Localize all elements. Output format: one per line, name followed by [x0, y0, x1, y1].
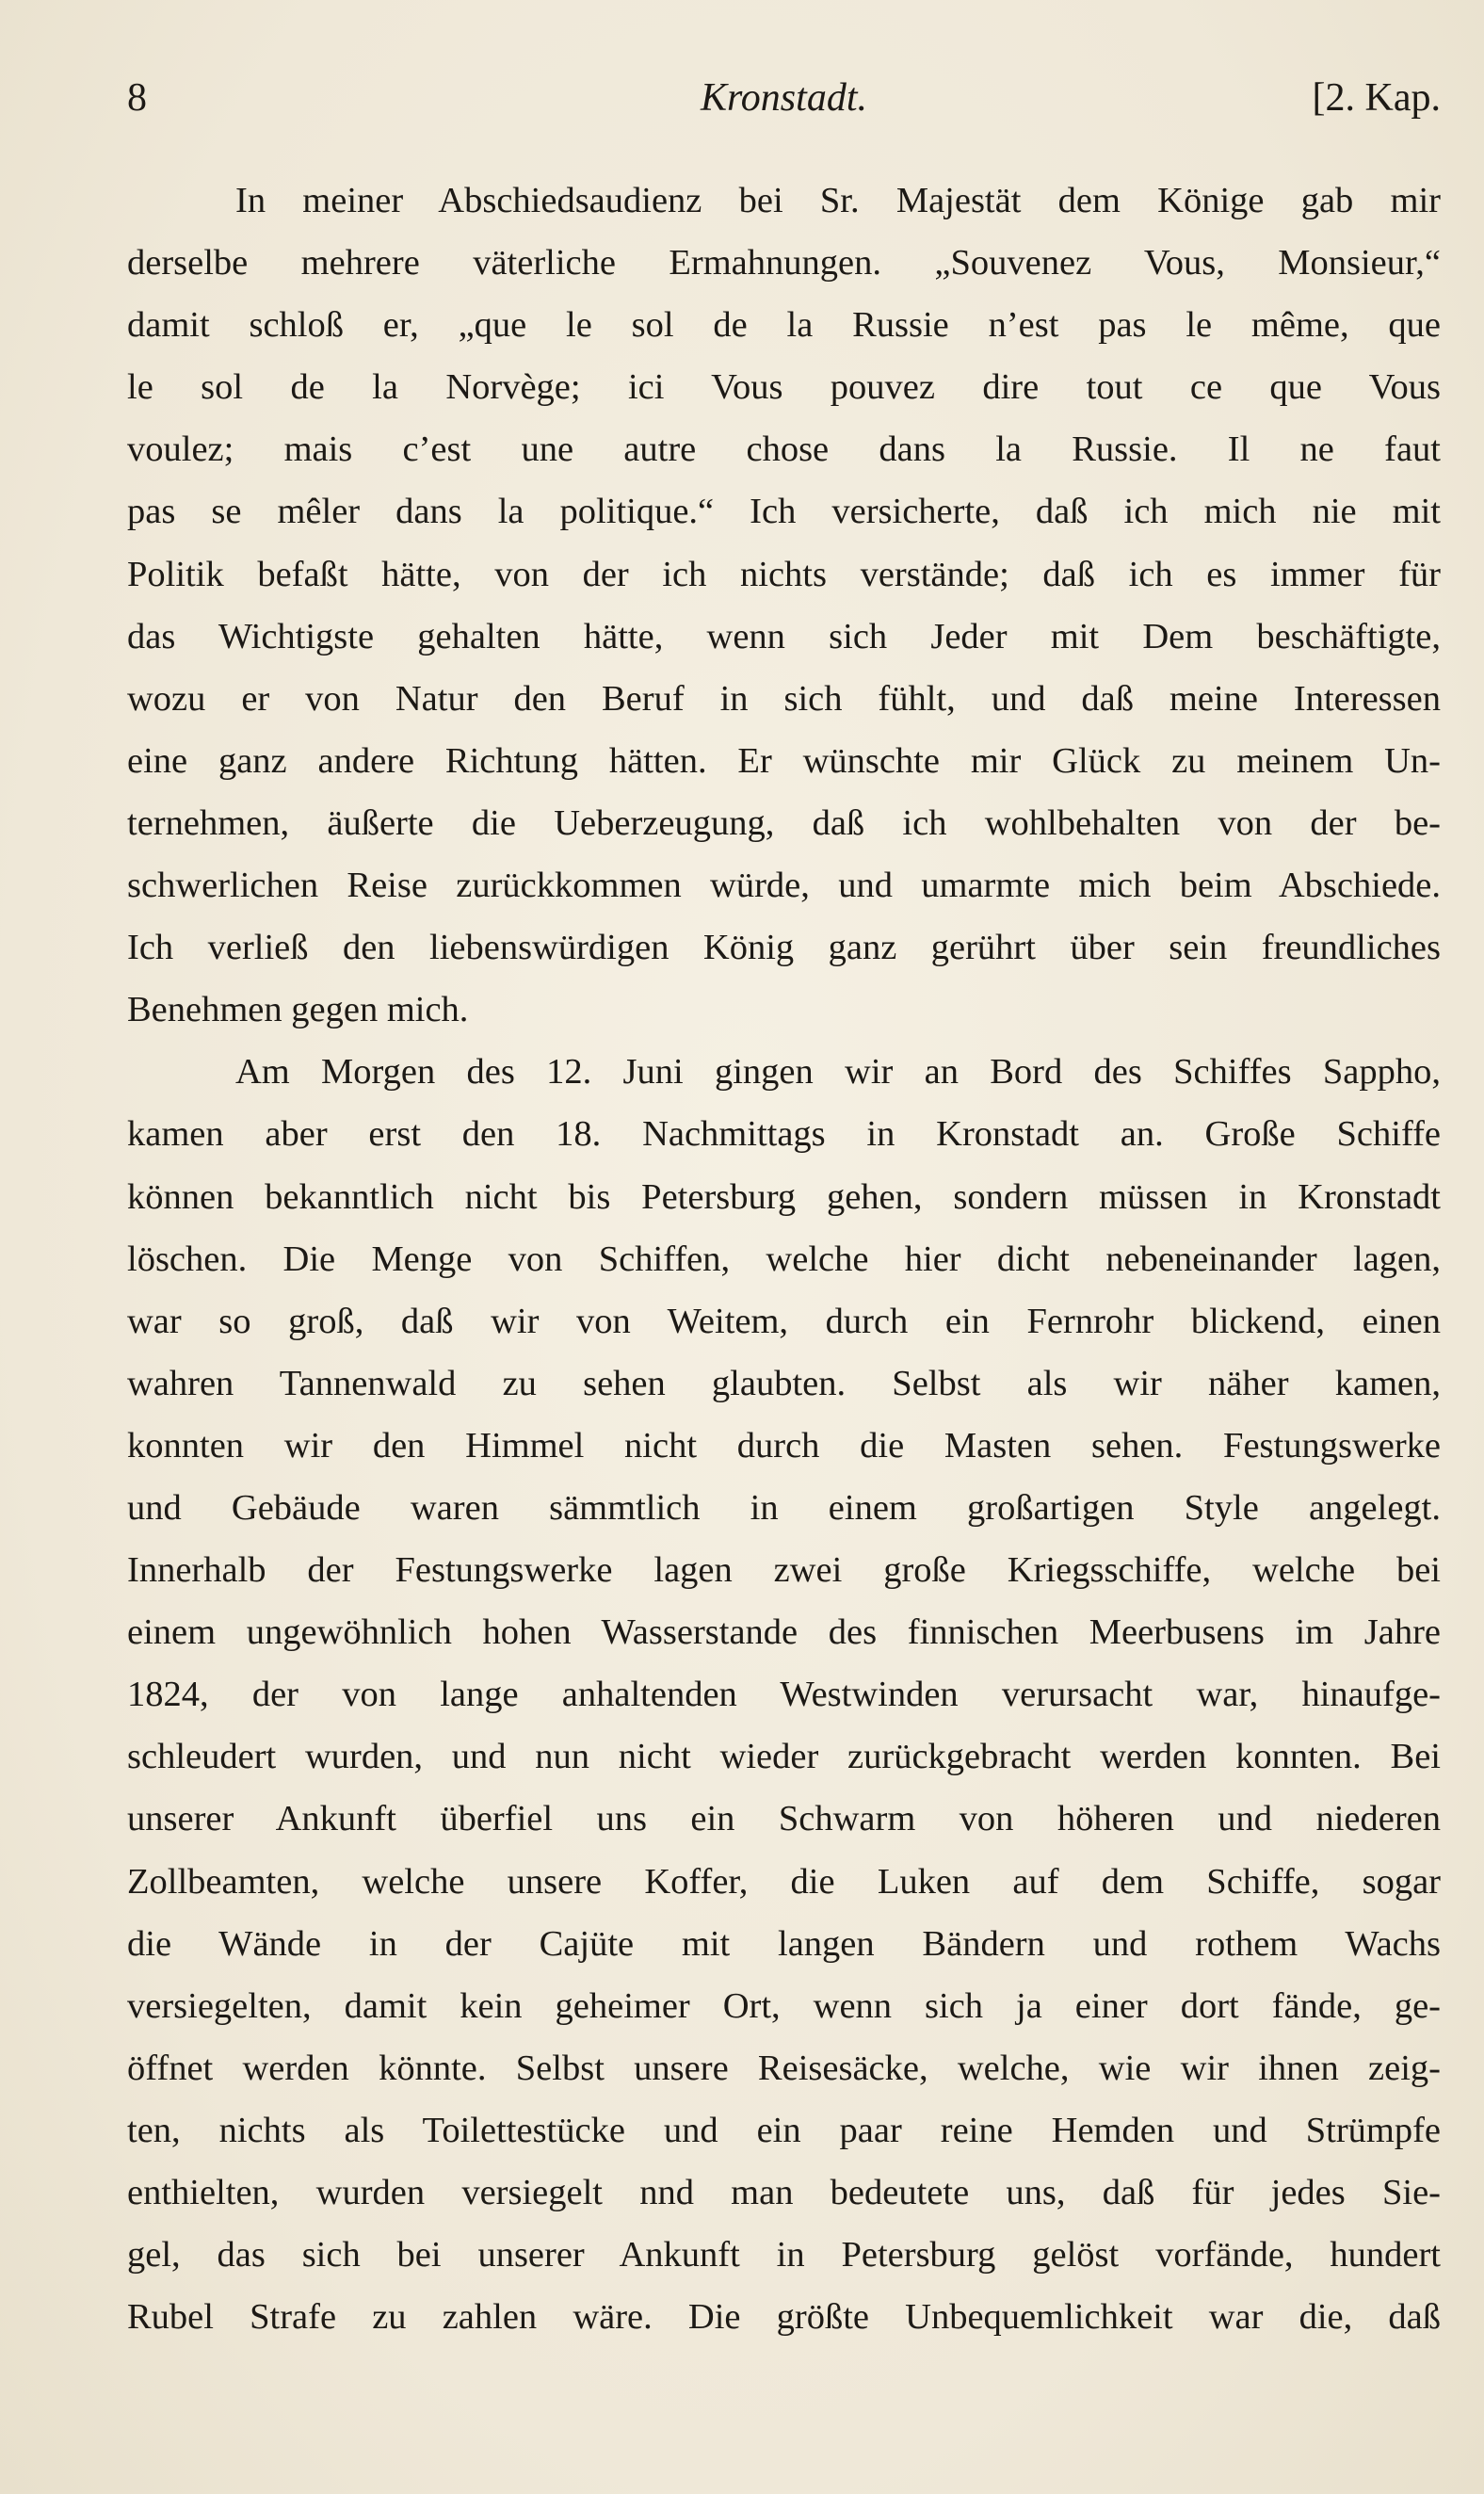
text-line: gel, das sich bei unserer Ankunft in Petersburg gelöst vorfände, hundert	[127, 2235, 1441, 2275]
text-line: damit schloß er, „que le sol de la Russie n’est pas le même, que	[127, 305, 1441, 346]
text-line: Benehmen gegen mich.	[127, 990, 469, 1030]
text-line: ternehmen, äußerte die Ueberzeugung, daß ich wohlbehalten von der be-	[127, 802, 1441, 843]
text-line: das Wichtigste gehalten hätte, wenn sich Jeder mit Dem beschäftigte,	[127, 616, 1441, 656]
text-line: Ich verließ den liebenswürdigen König ganz gerührt über sein freundliches	[127, 928, 1441, 968]
text-line: konnten wir den Himmel nicht durch die Masten sehen. Festungswerke	[127, 1425, 1441, 1466]
text-line: löschen. Die Menge von Schiffen, welche hier dicht nebeneinander lagen,	[127, 1239, 1441, 1279]
page-number: 8	[127, 76, 147, 120]
text-line: Zollbeamten, welche unsere Koffer, die Luken auf dem Schiffe, sogar	[127, 1861, 1441, 1902]
text-line: eine ganz andere Richtung hätten. Er wünschte mir Glück zu meinem Un-	[127, 740, 1441, 781]
running-title: Kronstadt.	[701, 76, 867, 120]
text-line: In meiner Abschiedsaudienz bei Sr. Majestät dem Könige gab mir	[235, 181, 1441, 220]
text-line: voulez; mais c’est une autre chose dans la Russie. Il ne faut	[127, 429, 1441, 470]
text-line: pas se mêler dans la politique.“ Ich versicherte, daß ich mich nie mit	[127, 492, 1441, 532]
text-line: 1824, der von lange anhaltenden Westwinden verursacht war, hinaufge-	[127, 1675, 1441, 1715]
chapter-label: [2. Kap.	[1312, 76, 1441, 120]
text-line: einem ungewöhnlich hohen Wasserstande des finnischen Meerbusens im Jahre	[127, 1612, 1441, 1653]
text-line: kamen aber erst den 18. Nachmittags in Kronstadt an. Große Schiffe	[127, 1114, 1441, 1155]
text-line: unserer Ankunft überfiel uns ein Schwarm von höheren und niederen	[127, 1799, 1441, 1839]
text-line: schwerlichen Reise zurückkommen würde, und umarmte mich beim Abschiede.	[127, 866, 1441, 906]
text-line: ten, nichts als Toilettestücke und ein paar reine Hemden und Strümpfe	[127, 2110, 1441, 2150]
text-line: Rubel Strafe zu zahlen wäre. Die größte Unbequemlichkeit war die, daß	[127, 2297, 1441, 2338]
text-line: wahren Tannenwald zu sehen glaubten. Selbst als wir näher kamen,	[127, 1363, 1441, 1403]
text-line: und Gebäude waren sämmtlich in einem großartigen Style angelegt.	[127, 1487, 1441, 1528]
text-line: Politik befaßt hätte, von der ich nichts verstände; daß ich es immer für	[127, 554, 1441, 594]
text-line: le sol de la Norvège; ici Vous pouvez dire tout ce que Vous	[127, 367, 1441, 408]
text-line: Am Morgen des 12. Juni gingen wir an Bord des Schiffes Sappho,	[235, 1052, 1441, 1093]
text-line: öffnet werden könnte. Selbst unsere Reisesäcke, welche, wie wir ihnen zeig-	[127, 2048, 1441, 2088]
text-line: wozu er von Natur den Beruf in sich fühlt, und daß meine Interessen	[127, 678, 1441, 719]
text-line: die Wände in der Cajüte mit langen Bändern und rothem Wachs	[127, 1923, 1441, 1964]
text-line: versiegelten, damit kein geheimer Ort, wenn sich ja einer dort fände, ge-	[127, 1985, 1441, 2026]
page-body-text	[127, 170, 1441, 2348]
text-line: derselbe mehrere väterliche Ermahnungen. „Souvenez Vous, Monsieur,“	[127, 243, 1441, 283]
text-line: war so groß, daß wir von Weitem, durch ein Fernrohr blickend, einen	[127, 1301, 1441, 1341]
text-line: schleudert wurden, und nun nicht wieder zurückgebracht werden konnten. Bei	[127, 1737, 1441, 1777]
running-header	[127, 75, 1441, 141]
text-line: enthielten, wurden versiegelt nnd man bedeutete uns, daß für jedes Sie-	[127, 2173, 1441, 2212]
text-line: Innerhalb der Festungswerke lagen zwei große Kriegsschiffe, welche bei	[127, 1550, 1441, 1591]
text-line: können bekanntlich nicht bis Petersburg gehen, sondern müssen in Kronstadt	[127, 1176, 1441, 1217]
